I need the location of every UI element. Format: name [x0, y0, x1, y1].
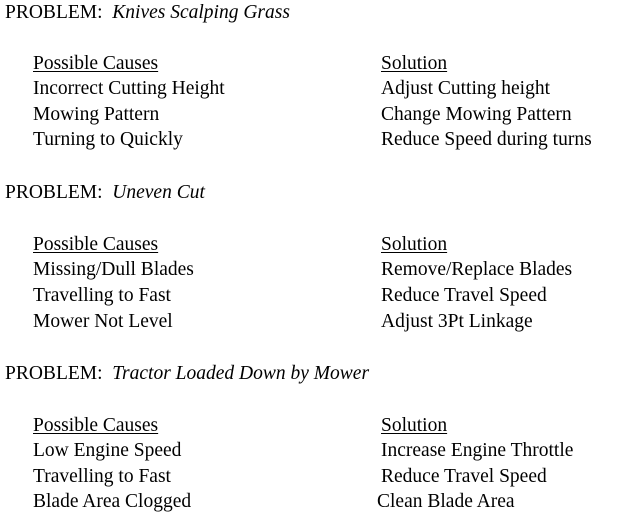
- solution-cell: Change Mowing Pattern: [381, 104, 572, 125]
- cause-cell: Mower Not Level: [33, 311, 173, 332]
- problem-heading: [5, 362, 369, 386]
- cause-cell: Travelling to Fast: [33, 466, 171, 487]
- causes-header: Possible Causes: [33, 53, 159, 74]
- cause-cell: Incorrect Cutting Height: [33, 78, 225, 99]
- solution-cell: Adjust 3Pt Linkage: [381, 311, 533, 332]
- cause-cell: Turning to Quickly: [33, 129, 183, 150]
- solution-header: Solution: [381, 234, 448, 255]
- problem-title: Tractor Loaded Down by Mower: [112, 363, 370, 384]
- solution-cell: Clean Blade Area: [377, 491, 515, 512]
- problem-label: PROBLEM:: [5, 2, 103, 23]
- solution-cell: Increase Engine Throttle: [381, 440, 574, 461]
- problem-title: Uneven Cut: [112, 182, 205, 203]
- table-header: [33, 233, 447, 257]
- solution-header: Solution: [381, 415, 448, 436]
- solution-cell: Adjust Cutting height: [381, 78, 551, 99]
- solution-header: Solution: [381, 53, 448, 74]
- table-header: [33, 414, 447, 438]
- cause-cell: Travelling to Fast: [33, 285, 171, 306]
- problem-heading: [5, 181, 205, 205]
- table-header: [33, 52, 447, 76]
- causes-header: Possible Causes: [33, 234, 159, 255]
- cause-cell: Missing/Dull Blades: [33, 259, 194, 280]
- cause-cell: Blade Area Clogged: [33, 491, 192, 512]
- problem-label: PROBLEM:: [5, 363, 103, 384]
- problem-heading: [5, 1, 290, 25]
- cause-cell: Mowing Pattern: [33, 104, 160, 125]
- causes-header: Possible Causes: [33, 415, 159, 436]
- solution-cell: Reduce Travel Speed: [381, 466, 547, 487]
- solution-cell: Reduce Speed during turns: [381, 129, 592, 150]
- problem-title: Knives Scalping Grass: [112, 2, 290, 23]
- problem-label: PROBLEM:: [5, 182, 103, 203]
- solution-cell: Reduce Travel Speed: [381, 285, 547, 306]
- cause-cell: Low Engine Speed: [33, 440, 182, 461]
- solution-cell: Remove/Replace Blades: [381, 259, 573, 280]
